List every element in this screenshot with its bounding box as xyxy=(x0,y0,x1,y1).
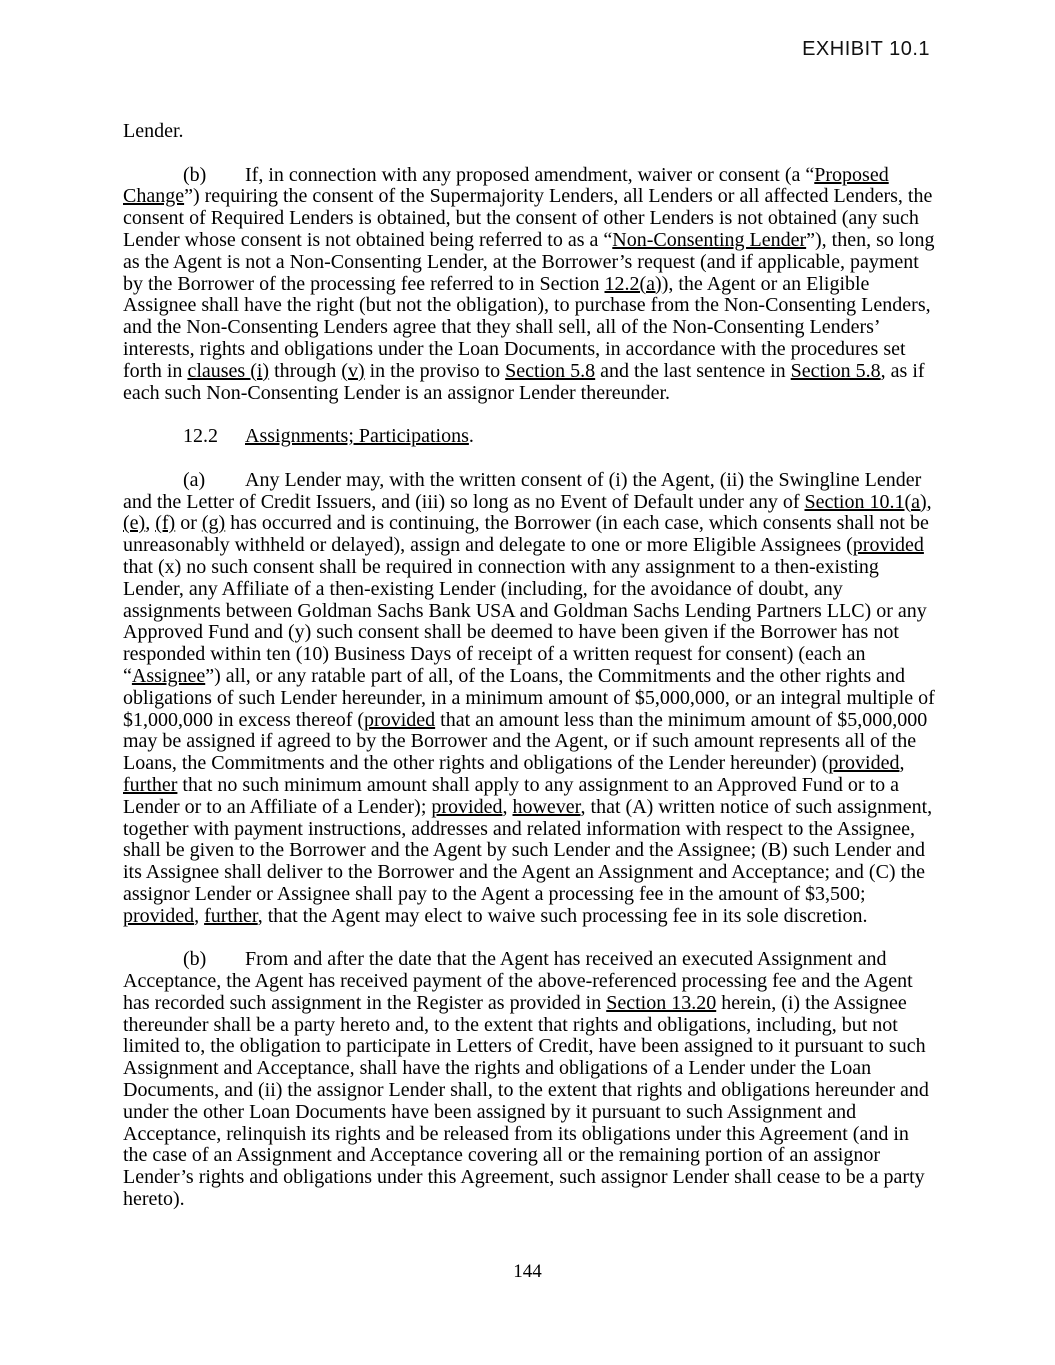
underlined-text: Assignee xyxy=(131,664,206,687)
text-run: , xyxy=(145,512,156,535)
underlined-text: 12.2(a) xyxy=(604,272,662,295)
text-run: , xyxy=(899,752,905,775)
paragraph xyxy=(123,121,935,143)
underlined-text: (v) xyxy=(341,359,365,382)
section-heading xyxy=(123,426,935,448)
text-run: that an amount less than the minimum amount of $5,000,000 may be assigned if agreed to by the Borrower and the Agent, or if such amount represents all of the Loans, the Commitments and the other rights and obligations of the Lender hereunder) ( xyxy=(123,708,928,775)
text-run: herein, (i) the Assignee thereunder shall be a party hereto and, to the extent that rights and obligations, including, but not limited to, the obligation to participate in Letters of Credit, have been assigned to it pursuant to such Assignment and Acceptance, shall have the rights and obligations of a Lender under the Loan Documents, and (ii) the assignor Lender shall, to the extent that rights and obligations hereunder and under the other Loan Documents have been assigned by it pursuant to such Assignment and Acceptance, relinquish its rights and be released from its obligations under this Agreement (and in the case of an Assignment and Acceptance covering all or the remaining portion of an assignor Lender’s rights and obligations under this Agreement, such assignor Lender shall cease to be a party hereto). xyxy=(123,991,929,1211)
underlined-text: Section 5.8 xyxy=(790,359,881,382)
text-run: From and after the date that the Agent has received an executed Assignment and Acceptance, the Agent has received payment of the above-referenced processing fee and the Agent has recorded such assignment in the Register as provided in xyxy=(123,948,913,1014)
text-run: that no such minimum amount shall apply to any assignment to an Approved Fund or to a Lender or to an Affiliate of a Lender); xyxy=(123,773,900,818)
underlined-text: provided xyxy=(852,534,924,557)
paragraph-label: (b) xyxy=(183,163,207,186)
underlined-text: provided xyxy=(828,752,900,775)
underlined-text: however xyxy=(512,795,581,818)
text-run: , that the Agent may elect to waive such processing fee in its sole discretion. xyxy=(257,904,868,927)
text-run: , as if each such Non-Consenting Lender is an assignor Lender thereunder. xyxy=(123,359,925,404)
text-run: or xyxy=(175,512,202,535)
text-run: . xyxy=(468,425,474,448)
underlined-text: Section 10.1(a) xyxy=(804,490,927,513)
underlined-text: further xyxy=(123,773,178,796)
text-run: has occurred and is continuing, the Borrower (in each case, which consents shall not be unreasonably withheld or delayed), assign and delegate to one or more Eligible Assignees ( xyxy=(123,512,929,557)
text-run: , xyxy=(194,904,205,927)
text-run: ”), then, so long as the Agent is not a Non-Consenting Lender, at the Borrower’s request (and if applicable, payment by the Borrower of the processing fee referred to in Section xyxy=(123,228,935,295)
text-run: If, in connection with any proposed amendment, waiver or consent (a “ xyxy=(245,163,815,186)
underlined-text: Non-Consenting Lender xyxy=(612,228,807,251)
paragraph xyxy=(123,949,935,1211)
underlined-text: provided xyxy=(123,904,195,927)
paragraph-label: 12.2 xyxy=(183,425,218,448)
underlined-text: provided xyxy=(431,795,503,818)
page-number: 144 xyxy=(513,1261,542,1282)
paragraph-label: (b) xyxy=(183,948,207,971)
text-run: ), the Agent or an Eligible Assignee shall have the right (but not the obligation), to purchase from the Non-Consenting Lenders, and the Non-Consenting Lenders agree that they shall sell, all of the Non-Consenting Lenders’ interests, rights and obligations under the Loan Documents, in accordance with the procedures set forth in xyxy=(123,272,931,382)
paragraph xyxy=(123,470,935,928)
underlined-text: Section 13.20 xyxy=(606,991,717,1014)
paragraph-label: (a) xyxy=(183,468,206,491)
underlined-text: Assignments; Participations xyxy=(245,425,469,448)
text-run: in the proviso to xyxy=(364,359,506,382)
text-run: ”) requiring the consent of the Supermajority Lenders, all Lenders or all affected Lenders, the consent of Required Lenders is obtained, but the consent of other Lenders is not obtained (any such Lender whose consent is not obtained being referred to as a “ xyxy=(123,185,933,251)
text-run: , that (A) written notice of such assignment, together with payment instructions, addresses and related information with respect to the Assignee, shall be given to the Borrower and the Agent by such Lender and the Assignee; (B) such Lender and its Assignee shall deliver to the Borrower and the Agent an Assignment and Acceptance; and (C) the assignor Lender or Assignee shall pay to the Agent a processing fee in the amount of $3,500; xyxy=(123,795,933,905)
paragraph xyxy=(123,165,935,405)
underlined-text: provided xyxy=(364,708,436,731)
underlined-text: (f) xyxy=(155,512,176,535)
text-run: Lender. xyxy=(123,120,184,142)
underlined-text: Proposed Change xyxy=(123,163,889,208)
underlined-text: (g) xyxy=(201,512,226,535)
text-run: and the last sentence in xyxy=(595,359,791,382)
underlined-text: clauses (i) xyxy=(187,359,270,382)
text-run: , xyxy=(926,490,932,513)
underlined-text: Section 5.8 xyxy=(505,359,596,382)
underlined-text: (e) xyxy=(123,512,146,535)
text-run: ”) all, or any ratable part of all, of the Loans, the Commitments and the other rights and obligations of such Lender hereunder, in a minimum amount of $5,000,000, or an integral multiple of $1,000,000 in excess thereof ( xyxy=(123,664,935,731)
text-run: Any Lender may, with the written consent of (i) the Agent, (ii) the Swingline Lender and the Letter of Credit Issuers, and (iii) so long as no Event of Default under any of xyxy=(123,468,922,513)
text-run: , xyxy=(502,795,513,818)
text-run: through xyxy=(269,359,342,382)
text-run: that (x) no such consent shall be required in connection with any assignment to a then-existing Lender, any Affiliate of a then-existing Lender (including, for the avoidance of doubt, any assignments between Goldman Sachs Bank USA and Goldman Sachs Lending Partners LLC) or any Approved Fund and (y) such consent shall be deemed to have been given if the Borrower has not responded within ten (10) Business Days of receipt of a written request for consent) (each an “ xyxy=(123,555,927,687)
exhibit-header-label: EXHIBIT 10.1 xyxy=(802,38,930,60)
document-body xyxy=(123,121,935,1233)
underlined-text: further xyxy=(204,904,258,927)
